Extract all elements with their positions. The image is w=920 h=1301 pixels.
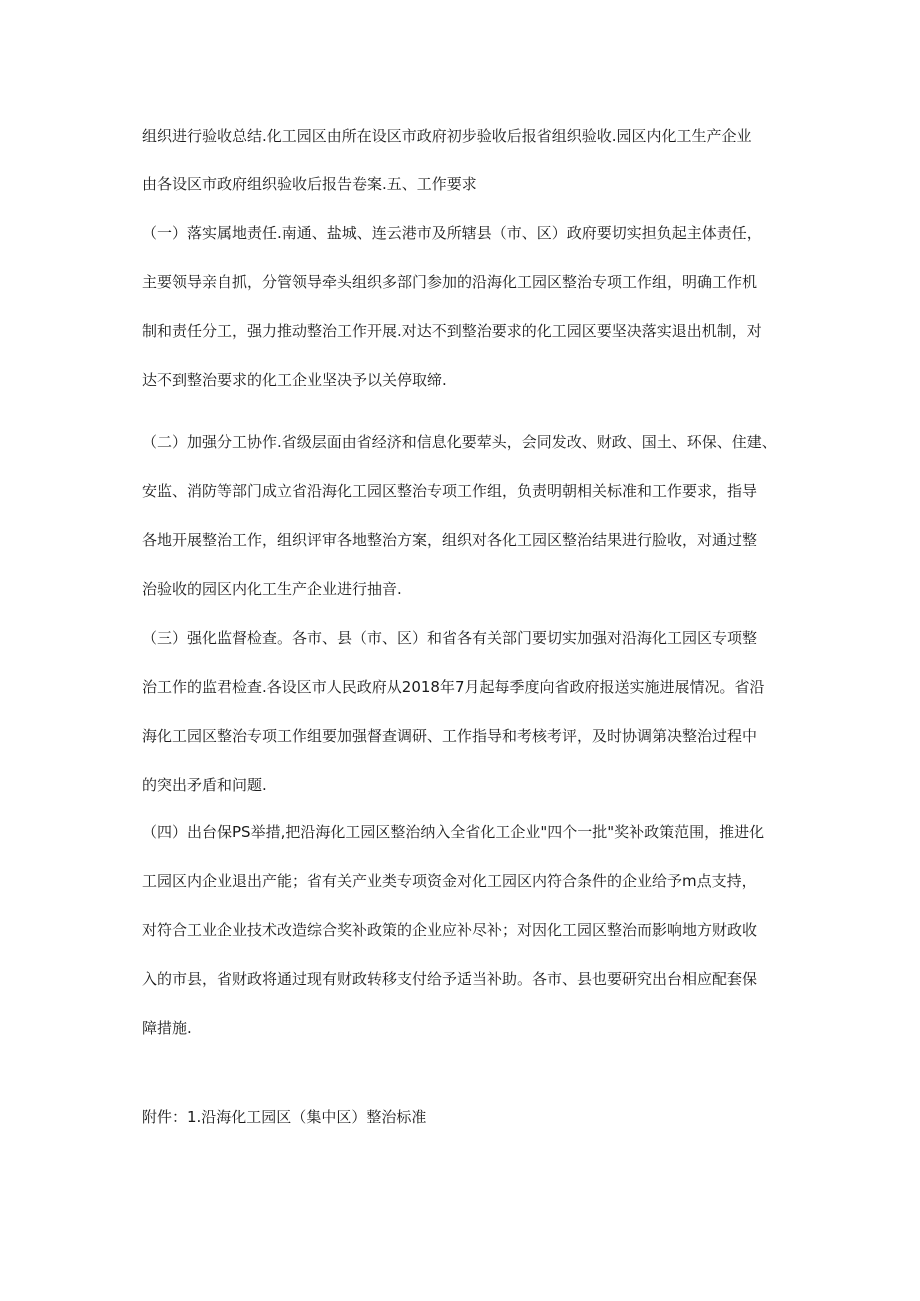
text-line: 的突出矛盾和问题. xyxy=(142,776,267,794)
text-line: 治工作的监君检查.各设区市人民政府从2018年7月起每季度向省政府报送实施进展情况。省沿 xyxy=(142,678,765,696)
text-line: 主要领导亲自抓，分管领导牵头组织多部门参加的沿海化工园区整治专项工作组，明确工作机 xyxy=(142,273,758,291)
text-line: 制和责任分工，强力推动整治工作开展.对达不到整治要求的化工园区要坚决落实退出机制，对 xyxy=(142,322,762,340)
text-line: （一）落实属地责任.南通、盐城、连云港市及所辖县（市、区）政府要切实担负起主体责任， xyxy=(142,224,762,242)
text-line: 安监、消防等部门成立省沿海化工园区整治专项工作组，负责明朝相关标准和工作要求，指导 xyxy=(142,482,758,500)
text-line: 由各设区市政府组织验收后报告卷案.五、工作要求 xyxy=(142,175,477,193)
text-line: （二）加强分工协作.省级层面由省经济和信息化要荤头，会同发改、财政、国土、环保、住建、 xyxy=(142,433,777,451)
text-line: 各地开展整治工作，组织评审各地整治方案，组织对各化工园区整治结果进行脸收，对通过整 xyxy=(142,531,758,549)
text-line: 达不到整治要求的化工企业坚决予以关停取缔. xyxy=(142,371,447,389)
text-line: （四）出台保PS举措,把沿海化工园区整治纳入全省化工企业"四个一批"奖补政策范围，推进化 xyxy=(142,823,765,841)
text-line: （三）强化监督检查。各市、县（市、区）和省各有关部门要切实加强对沿海化工园区专项整 xyxy=(142,629,758,647)
attachment-line: 附件：1.沿海化工园区（集中区）整治标准 xyxy=(142,1108,427,1126)
text-line: 工园区内企业退出产能；省有关产业类专项资金对化工园区内符合条件的企业给予m点支持， xyxy=(142,872,757,890)
text-line: 治验收的园区内化工生产企业进行抽音. xyxy=(142,580,402,598)
text-line: 组织进行验收总结.化工园区由所在设区市政府初步验收后报省组织验收.园区内化工生产企业 xyxy=(142,127,752,145)
text-line: 海化工园区整治专项工作组要加强督查调研、工作指导和考核考评，及时协调第决整治过程中 xyxy=(142,727,758,745)
text-line: 对符合工业企业技术改造综合奖补政策的企业应补尽补；对因化工园区整治而影响地方财政收 xyxy=(142,921,758,939)
text-line: 入的市县，省财政将通过现有财政转移支付给予适当补助。各市、县也要研究出台相应配套保 xyxy=(142,970,758,988)
text-line: 障措施. xyxy=(142,1019,192,1037)
